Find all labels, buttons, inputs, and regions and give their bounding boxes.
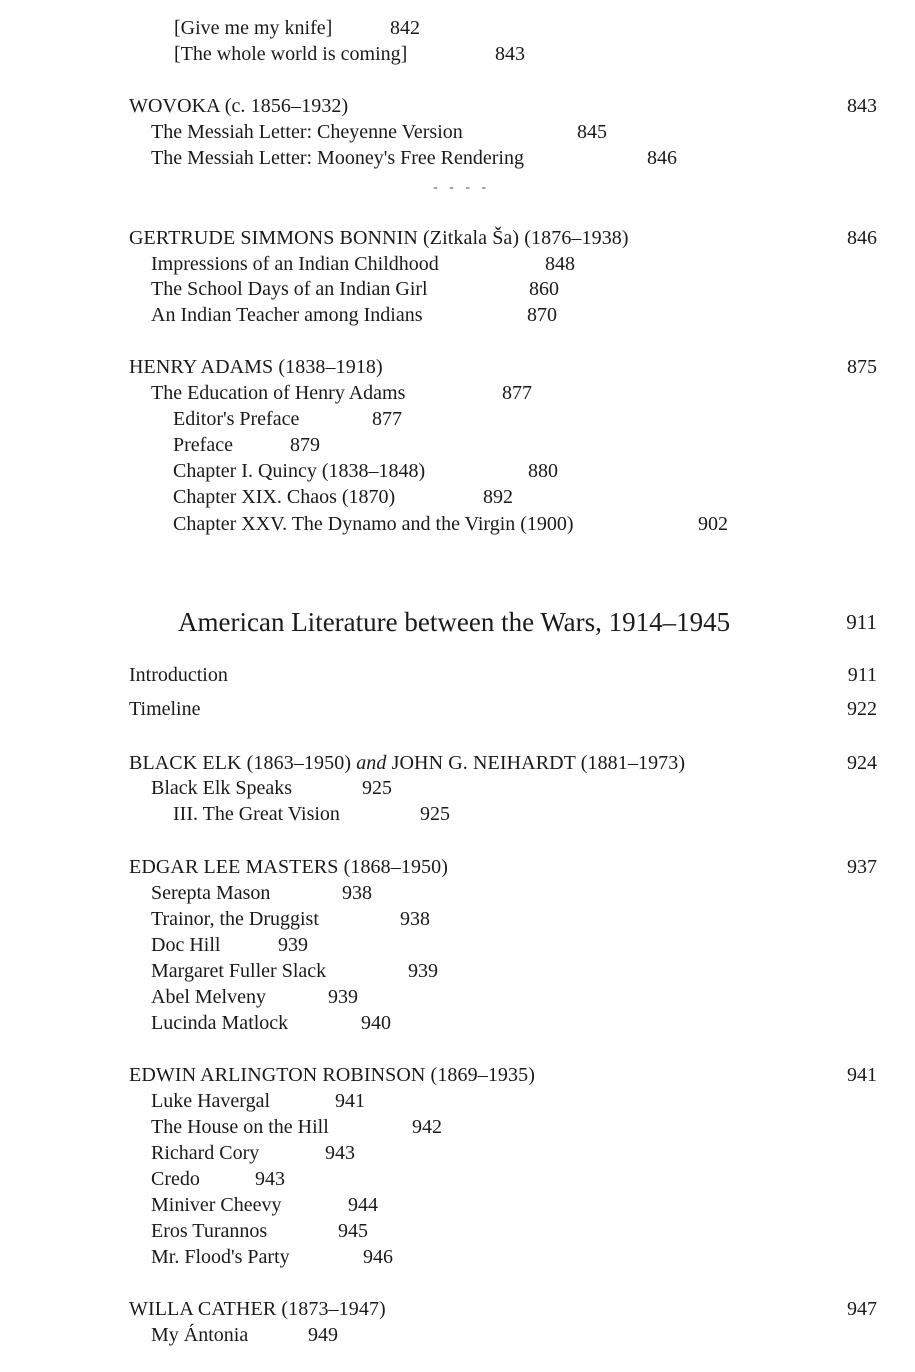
toc-entry	[0, 41, 915, 67]
author-heading	[0, 750, 915, 776]
entry-page: 944	[348, 1194, 378, 1216]
author-heading	[0, 1296, 915, 1322]
toc-entry	[0, 984, 915, 1010]
entry-page: 925	[420, 803, 450, 825]
entry-title: Timeline	[129, 698, 201, 720]
entry-title: Doc Hill	[151, 934, 221, 956]
entry-title: My Ántonia	[151, 1324, 249, 1346]
toc-entry	[0, 1114, 915, 1140]
section-heading	[178, 604, 877, 640]
author-heading	[0, 93, 915, 119]
author-name: JOHN G. NEIHARDT (1881–1973)	[391, 752, 686, 774]
entry-page: 938	[400, 908, 430, 930]
entry-title: Serepta Mason	[151, 882, 271, 904]
toc-subentry	[0, 484, 915, 510]
author-page: 875	[847, 356, 877, 378]
entry-title: Richard Cory	[151, 1142, 260, 1164]
toc-entry	[0, 276, 915, 302]
entry-page: 939	[408, 960, 438, 982]
toc-entry	[0, 775, 915, 801]
author-page: 947	[847, 1298, 877, 1320]
author-page: 941	[847, 1064, 877, 1086]
toc-entry	[0, 1322, 915, 1348]
author-conjunction: and	[356, 752, 387, 774]
entry-page: 911	[847, 664, 877, 686]
author-page: 846	[847, 227, 877, 249]
entry-title: Lucinda Matlock	[151, 1012, 289, 1034]
author-name: EDGAR LEE MASTERS (1868–1950)	[129, 856, 449, 878]
author-name: BLACK ELK (1863–1950)	[129, 752, 352, 774]
author-name: HENRY ADAMS (1838–1918)	[129, 356, 383, 378]
entry-title: The Messiah Letter: Mooney's Free Rendering	[151, 147, 524, 169]
toc-subentry	[0, 458, 915, 484]
toc-entry	[0, 932, 915, 958]
author-page: 937	[847, 856, 877, 878]
entry-page: 922	[847, 698, 877, 720]
entry-page: 846	[647, 147, 677, 169]
entry-page: 902	[698, 513, 728, 535]
entry-page: 845	[577, 121, 607, 143]
entry-page: 870	[527, 304, 557, 326]
entry-title: Luke Havergal	[151, 1090, 271, 1112]
entry-title: Credo	[151, 1168, 200, 1190]
toc-entry	[0, 15, 915, 41]
entry-page: 860	[529, 278, 559, 300]
entry-page: 842	[390, 17, 420, 39]
author-heading	[0, 854, 915, 880]
author-heading	[0, 225, 915, 251]
entry-page: 892	[483, 486, 513, 508]
author-name: GERTRUDE SIMMONS BONNIN (Zitkala Ša) (1876–1938)	[129, 227, 629, 249]
entry-title: [The whole world is coming]	[174, 43, 408, 65]
entry-page: 877	[502, 382, 532, 404]
entry-title: Preface	[173, 434, 233, 456]
entry-page: 879	[290, 434, 320, 456]
entry-title: Introduction	[129, 664, 228, 686]
entry-title: The School Days of an Indian Girl	[151, 278, 428, 300]
author-heading	[0, 354, 915, 380]
toc-entry	[0, 1244, 915, 1270]
entry-title: Margaret Fuller Slack	[151, 960, 327, 982]
toc-subentry	[0, 432, 915, 458]
entry-page: 843	[495, 43, 525, 65]
toc-entry	[0, 958, 915, 984]
entry-page: 943	[325, 1142, 355, 1164]
entry-title: III. The Great Vision	[173, 803, 340, 825]
entry-title: The Messiah Letter: Cheyenne Version	[151, 121, 463, 143]
toc-entry	[0, 1140, 915, 1166]
entry-title: Eros Turannos	[151, 1220, 268, 1242]
entry-title: Editor's Preface	[173, 408, 300, 430]
entry-page: 939	[328, 986, 358, 1008]
toc-entry	[0, 1166, 915, 1192]
entry-page: 942	[412, 1116, 442, 1138]
author-page: 924	[847, 752, 877, 774]
toc-entry	[0, 251, 915, 277]
entry-title: The House on the Hill	[151, 1116, 329, 1138]
toc-entry	[0, 880, 915, 906]
toc-entry	[0, 1192, 915, 1218]
author-name: EDWIN ARLINGTON ROBINSON (1869–1935)	[129, 1064, 535, 1086]
section-separator: - - - -	[433, 180, 491, 195]
entry-page: 943	[255, 1168, 285, 1190]
toc-entry	[0, 1010, 915, 1036]
toc-entry	[0, 1088, 915, 1114]
entry-title: Abel Melveny	[151, 986, 266, 1008]
entry-title: Chapter XXV. The Dynamo and the Virgin (1900)	[173, 513, 574, 535]
entry-title: Chapter I. Quincy (1838–1848)	[173, 460, 426, 482]
toc-subentry	[0, 511, 915, 537]
author-name: WOVOKA (c. 1856–1932)	[129, 95, 349, 117]
entry-page: 877	[372, 408, 402, 430]
toc-entry	[0, 1218, 915, 1244]
entry-page: 938	[342, 882, 372, 904]
entry-title: The Education of Henry Adams	[151, 382, 406, 404]
entry-page: 940	[361, 1012, 391, 1034]
entry-page: 925	[362, 777, 392, 799]
entry-page: 941	[335, 1090, 365, 1112]
toc-entry	[0, 380, 915, 406]
toc-entry	[0, 119, 915, 145]
toc-entry	[0, 302, 915, 328]
toc-entry	[0, 906, 915, 932]
front-matter-entry	[0, 662, 915, 688]
toc-subentry	[0, 406, 915, 432]
author-heading	[0, 1062, 915, 1088]
entry-title: Mr. Flood's Party	[151, 1246, 290, 1268]
entry-page: 880	[528, 460, 558, 482]
entry-page: 945	[338, 1220, 368, 1242]
entry-page: 939	[278, 934, 308, 956]
section-page: 911	[846, 610, 877, 634]
entry-title: Trainor, the Druggist	[151, 908, 319, 930]
toc-subentry	[0, 801, 915, 827]
entry-page: 949	[308, 1324, 338, 1346]
entry-title: An Indian Teacher among Indians	[151, 304, 423, 326]
entry-page: 946	[363, 1246, 393, 1268]
entry-title: Impressions of an Indian Childhood	[151, 253, 439, 275]
author-name: WILLA CATHER (1873–1947)	[129, 1298, 386, 1320]
entry-title: Black Elk Speaks	[151, 777, 293, 799]
author-page: 843	[847, 95, 877, 117]
section-title: American Literature between the Wars, 1914–1945	[178, 607, 731, 637]
entry-page: 848	[545, 253, 575, 275]
toc-entry	[0, 145, 915, 171]
entry-title: Chapter XIX. Chaos (1870)	[173, 486, 396, 508]
entry-title: [Give me my knife]	[174, 17, 333, 39]
entry-title: Miniver Cheevy	[151, 1194, 282, 1216]
front-matter-entry	[0, 696, 915, 722]
